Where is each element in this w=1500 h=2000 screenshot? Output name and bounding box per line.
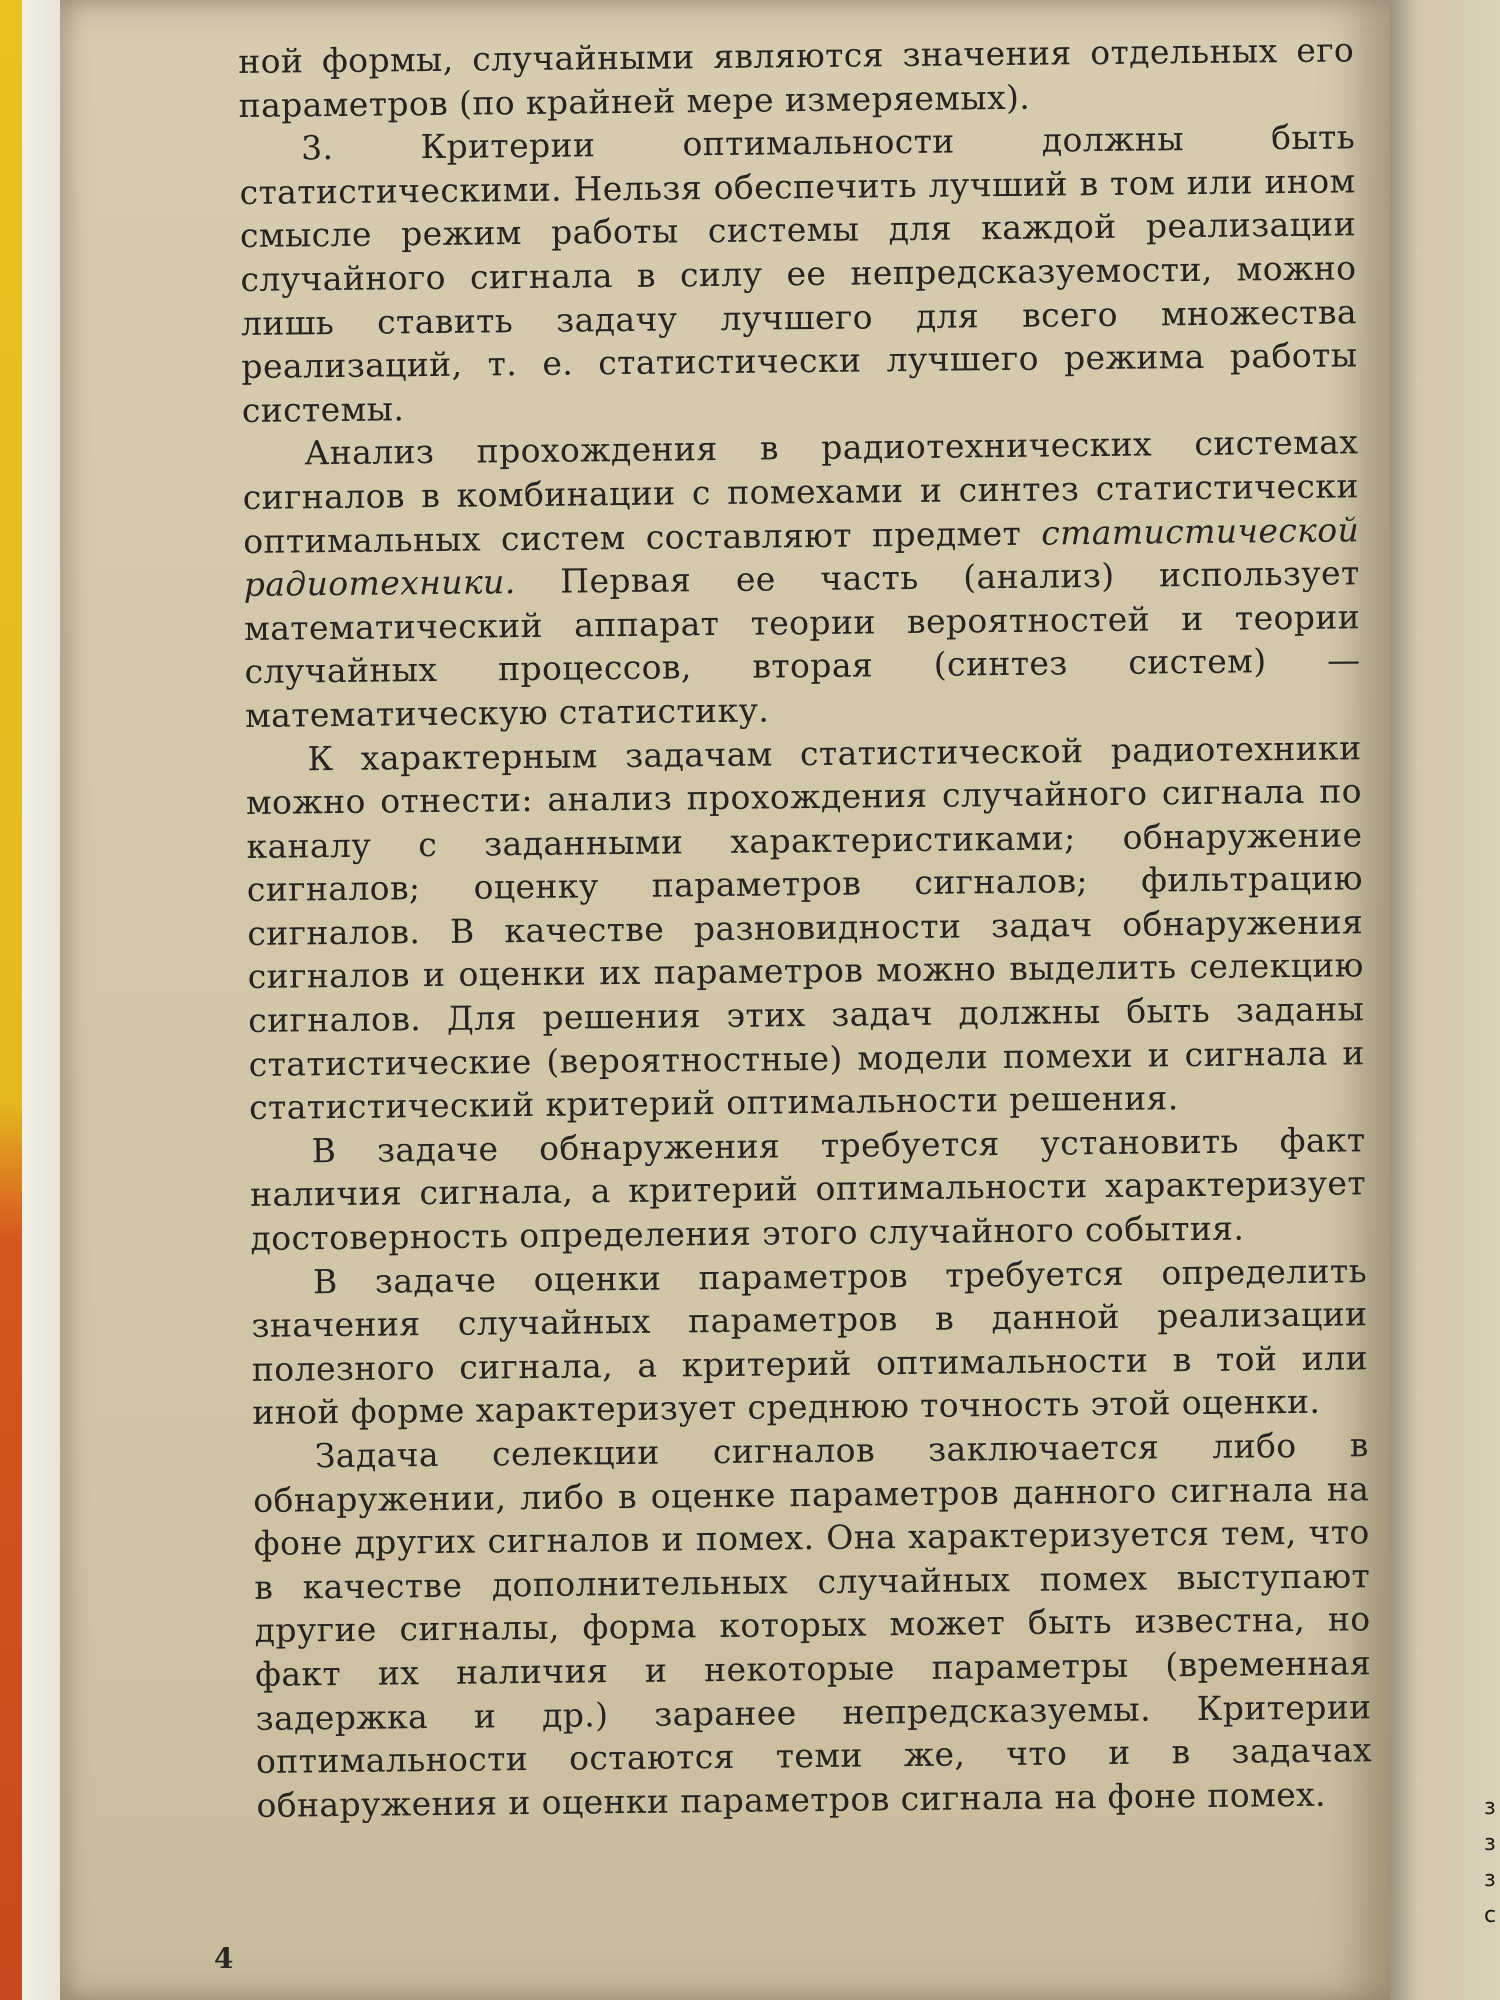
paragraph [242, 421, 1361, 738]
paragraph-text: ной формы, случайными являются значения отдельных его параметров (по крайней мере измеряемых). [238, 30, 1355, 125]
next-page-glyphs [1484, 1790, 1498, 1934]
paragraph-text: К характерным задачам статистической радиотехники можно отнести: анализ прохождения случайного сигнала по каналу с заданными характеристиками; обнаружение сигналов; оценку параметров сигналов; фильтрацию сигналов. В качестве разновидности задач обнаружения сигналов и оценки их параметров можно выделить селекцию сигналов. Для решения этих задач должны быть заданы статистические (вероятностные) модели помехи и сигнала и статистический критерий оптимальности решения. [245, 727, 1365, 1128]
paragraph [251, 1249, 1369, 1435]
next-page-glyph: з [1484, 1795, 1496, 1820]
paragraph-text: Первая ее часть (анализ) использует математический аппарат теории вероятностей и теории случайных процессов, вторая (синтез систем) — математическую статистику. [243, 553, 1361, 735]
next-page-glyph: с [1484, 1903, 1497, 1928]
paragraph-text: В задаче оценки параметров требуется определить значения случайных параметров в данной реализации полезного сигнала, а критерий оптимальности в той или иной форме характеризует среднюю точность этой оценки. [251, 1250, 1369, 1433]
next-page-glyph: з [1484, 1831, 1496, 1856]
page-number: 4 [214, 1942, 234, 1975]
next-page-glyph: з [1484, 1867, 1496, 1892]
paragraph-text: 3. Критерии оптимальности должны быть статистическими. Нельзя обеспечить лучший в том или ином смысле режим работы системы для каждой реализации случайного сигнала в силу ее непредсказуемости, можно лишь ставить задачу лучшего для всего множества реализаций, т. е. статистически лучшего режима работы системы. [239, 117, 1358, 430]
paragraph-text: В задаче обнаружения требуется установить факт наличия сигнала, а критерий оптимальности характеризует достоверность определения этого случайного события. [249, 1120, 1367, 1258]
paragraph [249, 1118, 1366, 1260]
paragraph-text: Задача селекции сигналов заключается либо в обнаружении, либо в оценке параметров данного сигнала на фоне других сигналов и помех. Она характеризуется тем, что в качестве дополнительных случайных помех выступают другие сигналы, форма которых может быть известна, но факт их наличия и некоторые параметры (временная задержка и др.) заранее непредсказуемы. Критерии оптимальности остаются теми же, что и в задачах обнаружения и оценки параметров сигнала на фоне помех. [253, 1425, 1373, 1825]
page-stack-edge [22, 0, 60, 2000]
next-page-edge [1390, 0, 1500, 2000]
paragraph-text: Анализ прохождения в радиотехнических системах сигналов в комбинации с помехами и синтез статистически оптимальных систем составляют предмет [242, 422, 1359, 561]
page-body-text [238, 28, 1373, 1827]
book-cover-edge [0, 0, 22, 2000]
paragraph [239, 115, 1358, 432]
paragraph [253, 1423, 1373, 1827]
italic-term: статистической радиотехники. [243, 509, 1360, 605]
paragraph [238, 28, 1355, 127]
paragraph [245, 726, 1365, 1130]
